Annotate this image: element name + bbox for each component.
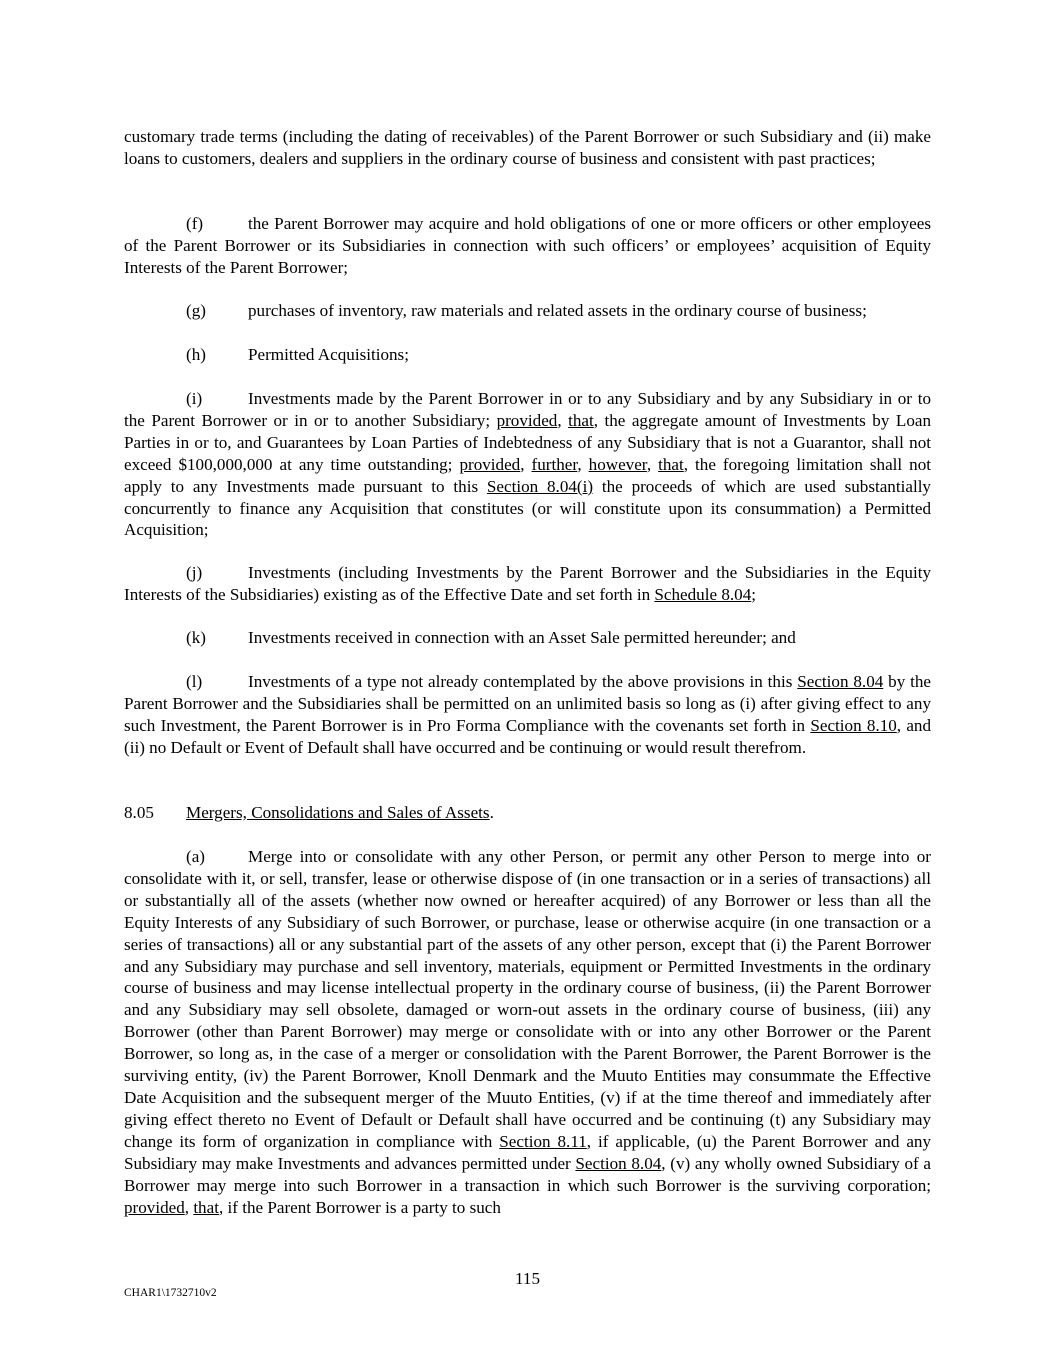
- punctuation: ,: [520, 454, 532, 474]
- section-reference: Section 8.04: [797, 672, 884, 691]
- term-provided: provided: [124, 1197, 185, 1217]
- clause-text: Permitted Acquisitions;: [248, 345, 409, 364]
- punctuation: .: [489, 803, 494, 822]
- section-reference: Section 8.04: [575, 1153, 662, 1173]
- term-provided: provided: [496, 410, 558, 430]
- clause-text: the proceeds of which are used substantially concurrently to finance any Acquisition that constitutes (or will constitute upon its consummation) a Permitted Acquisition;: [124, 476, 931, 540]
- schedule-reference: Schedule 8.04: [654, 584, 752, 604]
- clause-text: , and (ii) no Default or Event of Default shall have occurred and be continuing or would result therefrom.: [124, 715, 931, 757]
- clause-f: [124, 213, 931, 279]
- section-heading: [124, 802, 931, 824]
- paragraph-continued: [124, 126, 931, 170]
- clause-text: , the aggregate amount of Investments by Loan Parties in or to, and Guarantees by Loan Parties of Indebtedness of any Subsidiary that is not a Guarantor, shall not exceed $100,000,000 at any time outstanding;: [124, 410, 932, 474]
- term-that: that: [658, 454, 684, 474]
- section-reference: Section 8.11: [499, 1131, 587, 1151]
- term-that: that: [193, 1197, 219, 1217]
- clause-i: [124, 388, 931, 541]
- clause-text: , the foregoing limitation shall not apply to any Investments made pursuant to this: [124, 454, 932, 496]
- clause-l: [124, 671, 931, 759]
- section-reference: Section 8.10: [810, 715, 897, 735]
- clause-label: (h): [186, 345, 206, 364]
- clause-label: (g): [186, 301, 206, 320]
- clause-text: purchases of inventory, raw materials and related assets in the ordinary course of business;: [248, 301, 867, 320]
- clause-text: by the Parent Borrower and the Subsidiaries shall be permitted on an unlimited basis so long as (i) after giving effect to any such Investment, the Parent Borrower is in Pro Forma Compliance with the covenants set forth in: [124, 672, 931, 735]
- clause-k: [124, 627, 931, 649]
- punctuation: ,: [577, 454, 589, 474]
- document-id: CHAR1\1732710v2: [124, 1287, 217, 1299]
- punctuation: ,: [184, 1197, 194, 1217]
- paragraph-text: customary trade terms (including the dating of receivables) of the Parent Borrower or such Subsidiary and (ii) make loans to customers, dealers and suppliers in the ordinary course of business and consistent with past practices;: [124, 127, 931, 168]
- clause-label: (k): [186, 628, 206, 647]
- section-title: Mergers, Consolidations and Sales of Assets: [186, 803, 490, 822]
- clause-h: [124, 344, 931, 366]
- clause-text: Investments of a type not already contemplated by the above provisions in this: [248, 672, 798, 691]
- term-however: however: [588, 454, 647, 474]
- clause-label: (a): [186, 847, 205, 866]
- term-further: further: [531, 454, 578, 474]
- clause-j: [124, 562, 931, 606]
- clause-label: (i): [186, 389, 203, 408]
- clause-text: Investments received in connection with an Asset Sale permitted hereunder; and: [248, 628, 796, 647]
- section-reference: Section 8.04(i): [486, 476, 594, 496]
- punctuation: ,: [557, 410, 569, 430]
- clause-text: , (v) any wholly owned Subsidiary of a Borrower may merge into such Borrower in a transaction in which such Borrower is the surviving corporation;: [124, 1153, 931, 1195]
- clause-text: Investments made by the Parent Borrower in or to any Subsidiary and by any Subsidiary in or to the Parent Borrower or in or to another Subsidiary;: [124, 389, 931, 430]
- clause-a: [124, 846, 931, 1218]
- page-number: 115: [514, 1269, 540, 1288]
- section-number: 8.05: [124, 803, 154, 822]
- clause-label: (j): [186, 563, 203, 582]
- clause-g: [124, 300, 931, 322]
- punctuation: ,: [646, 454, 659, 474]
- clause-label: (f): [186, 214, 204, 233]
- clause-text: , if the Parent Borrower is a party to such: [218, 1197, 501, 1217]
- term-provided: provided: [459, 454, 521, 474]
- punctuation: ;: [751, 584, 756, 604]
- clause-text: Merge into or consolidate with any other Person, or permit any other Person to merge into or consolidate with it, or sell, transfer, lease or otherwise dispose of (in one transaction or in a series of transactions) all or substantially all of the assets (whether now owned or hereafter acquired) of any Borrower or less than all the Equity Interests of any Subsidiary of such Borrower, or purchase, lease or otherwise acquire (in one transaction or a series of transactions) all or any substantial part of the assets of any other person, except that (i) the Parent Borrower and any Subsidiary may purchase and sell inventory, materials, equipment or Permitted Investments in the ordinary course of business and may license intellectual property in the ordinary course of business, (ii) the Parent Borrower and any Subsidiary may sell obsolete, damaged or worn-out assets in the ordinary course of business, (iii) any Borrower (other than Parent Borrower) may merge or consolidate with or into any other Borrower or the Parent Borrower, so long as, in the case of a merger or consolidation with the Parent Borrower, the Parent Borrower is the surviving entity, (iv) the Parent Borrower, Knoll Denmark and the Muuto Entities may consummate the Effective Date Acquisition and the subsequent merger of the Muuto Entities, (v) if at the time thereof and immediately after giving effect thereto no Event of Default or Default shall have occurred and be continuing (t) any Subsidiary may change its form of organization in compliance with: [124, 847, 931, 1151]
- clause-text: , if applicable, (u) the Parent Borrower and any Subsidiary may make Investments and advances permitted under: [124, 1131, 931, 1173]
- clause-text: Investments (including Investments by the Parent Borrower and the Subsidiaries in the Equity Interests of the Subsidiaries) existing as of the Effective Date and set forth in: [124, 563, 931, 604]
- clause-text: the Parent Borrower may acquire and hold obligations of one or more officers or other employees of the Parent Borrower or its Subsidiaries in connection with such officers’ or employees’ acquisition of Equity Interests of the Parent Borrower;: [124, 214, 931, 277]
- clause-label: (l): [186, 672, 203, 691]
- term-that: that: [568, 410, 594, 430]
